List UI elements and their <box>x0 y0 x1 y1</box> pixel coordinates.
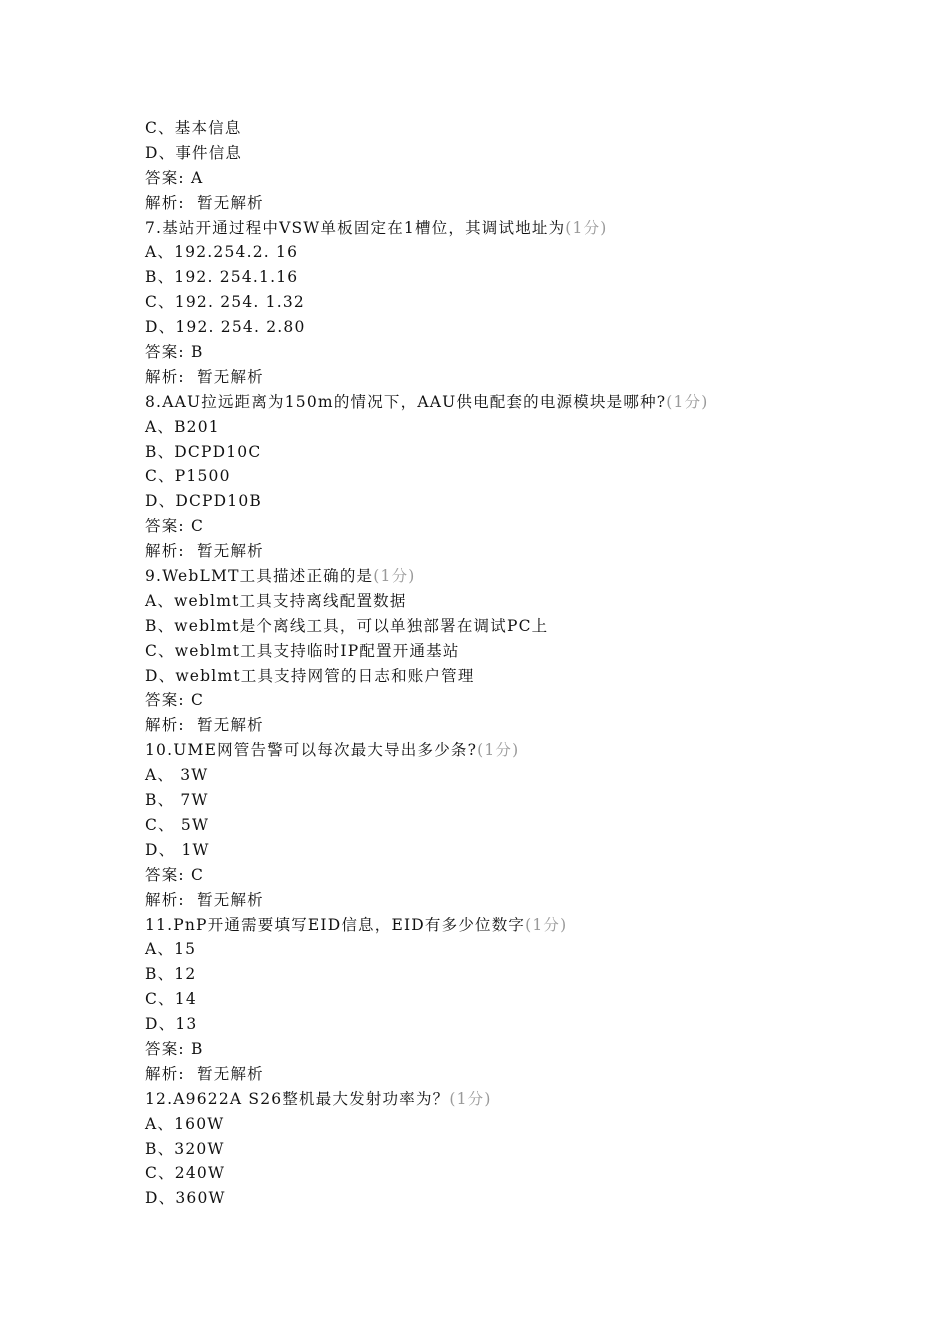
option-line <box>145 838 905 863</box>
answer-line <box>145 166 905 191</box>
line-text: C、P1500 <box>145 467 231 486</box>
option-line <box>145 1186 905 1211</box>
line-text: 解析: 暂无解析 <box>145 542 264 561</box>
line-text: 解析: 暂无解析 <box>145 193 264 212</box>
document-page <box>145 116 905 1211</box>
option-line <box>145 763 905 788</box>
answer-line <box>145 514 905 539</box>
option-line <box>145 240 905 265</box>
question-text: 12.A9622A S26整机最大发射功率为？ <box>145 1089 450 1108</box>
option-line <box>145 415 905 440</box>
line-text: 答案: C <box>145 517 205 536</box>
explanation-line <box>145 539 905 564</box>
line-text: D、事件信息 <box>145 143 243 162</box>
line-text: 解析: 暂无解析 <box>145 367 264 386</box>
line-text: C、14 <box>145 990 197 1009</box>
line-text: C、 5W <box>145 815 210 834</box>
question-text: 10.UME网管告警可以每次最大导出多少条? <box>145 741 478 760</box>
line-text: B、weblmt是个离线工具，可以单独部署在调试PC上 <box>145 616 549 635</box>
line-text: C、基本信息 <box>145 119 242 137</box>
line-text: D、 1W <box>145 840 210 859</box>
question-score: (1分) <box>565 218 608 237</box>
text-line <box>145 116 905 141</box>
option-line <box>145 489 905 514</box>
line-text: D、360W <box>145 1189 226 1208</box>
question-line <box>145 564 905 589</box>
text-line <box>145 141 905 166</box>
question-score: (1分) <box>666 392 709 411</box>
line-text: B、320W <box>145 1139 225 1158</box>
line-text: A、 3W <box>145 766 209 785</box>
option-line <box>145 1137 905 1162</box>
line-text: D、192. 254. 2.80 <box>145 318 306 337</box>
option-line <box>145 937 905 962</box>
option-line <box>145 290 905 315</box>
option-line <box>145 788 905 813</box>
line-text: C、240W <box>145 1164 226 1183</box>
option-line <box>145 464 905 489</box>
option-line <box>145 440 905 465</box>
line-text: B、 7W <box>145 791 209 810</box>
question-score: (1分) <box>525 915 568 934</box>
line-text: C、weblmt工具支持临时IP配置开通基站 <box>145 641 460 660</box>
line-text: 答案: C <box>145 865 205 884</box>
option-line <box>145 664 905 689</box>
question-line <box>145 390 905 415</box>
answer-line <box>145 340 905 365</box>
line-text: B、12 <box>145 965 197 984</box>
line-text: A、160W <box>145 1114 225 1133</box>
line-text: D、weblmt工具支持网管的日志和账户管理 <box>145 666 475 685</box>
option-line <box>145 265 905 290</box>
option-line <box>145 614 905 639</box>
option-line <box>145 962 905 987</box>
answer-line <box>145 688 905 713</box>
question-text: 11.PnP开通需要填写EID信息，EID有多少位数字 <box>145 915 526 934</box>
answer-line <box>145 863 905 888</box>
option-line <box>145 813 905 838</box>
line-text: D、DCPD10B <box>145 492 262 511</box>
line-text: A、192.254.2. 16 <box>145 243 299 262</box>
question-text: 8.AAU拉远距离为150m的情况下，AAU供电配套的电源模块是哪种? <box>145 392 667 411</box>
line-text: A、B201 <box>145 417 220 436</box>
question-score: (1分) <box>373 567 416 586</box>
question-text: 9.WebLMT工具描述正确的是 <box>145 567 374 586</box>
question-line <box>145 913 905 938</box>
line-text: A、15 <box>145 940 197 959</box>
option-line <box>145 1012 905 1037</box>
option-line <box>145 1112 905 1137</box>
explanation-line <box>145 888 905 913</box>
option-line <box>145 589 905 614</box>
explanation-line <box>145 1062 905 1087</box>
line-text: C、192. 254. 1.32 <box>145 293 305 312</box>
answer-line <box>145 1037 905 1062</box>
question-text: 7.基站开通过程中VSW单板固定在1槽位，其调试地址为 <box>145 218 566 237</box>
line-text: 答案: C <box>145 691 205 710</box>
line-text: 解析: 暂无解析 <box>145 1064 264 1083</box>
line-text: 答案: B <box>145 343 204 362</box>
explanation-line <box>145 191 905 216</box>
option-line <box>145 1161 905 1186</box>
explanation-line <box>145 713 905 738</box>
line-text: 解析: 暂无解析 <box>145 890 264 909</box>
question-line <box>145 738 905 763</box>
line-text: 答案: B <box>145 1039 204 1058</box>
line-text: D、13 <box>145 1015 198 1034</box>
line-text: 解析: 暂无解析 <box>145 716 264 735</box>
option-line <box>145 639 905 664</box>
line-text: A、weblmt工具支持离线配置数据 <box>145 591 407 610</box>
question-line <box>145 1087 905 1112</box>
question-score: (1分) <box>477 741 520 760</box>
line-text: B、192. 254.1.16 <box>145 268 299 287</box>
question-score: (1分) <box>449 1089 492 1108</box>
explanation-line <box>145 365 905 390</box>
option-line <box>145 987 905 1012</box>
line-text: 答案: A <box>145 168 204 187</box>
question-line <box>145 216 905 241</box>
option-line <box>145 315 905 340</box>
line-text: B、DCPD10C <box>145 442 262 461</box>
